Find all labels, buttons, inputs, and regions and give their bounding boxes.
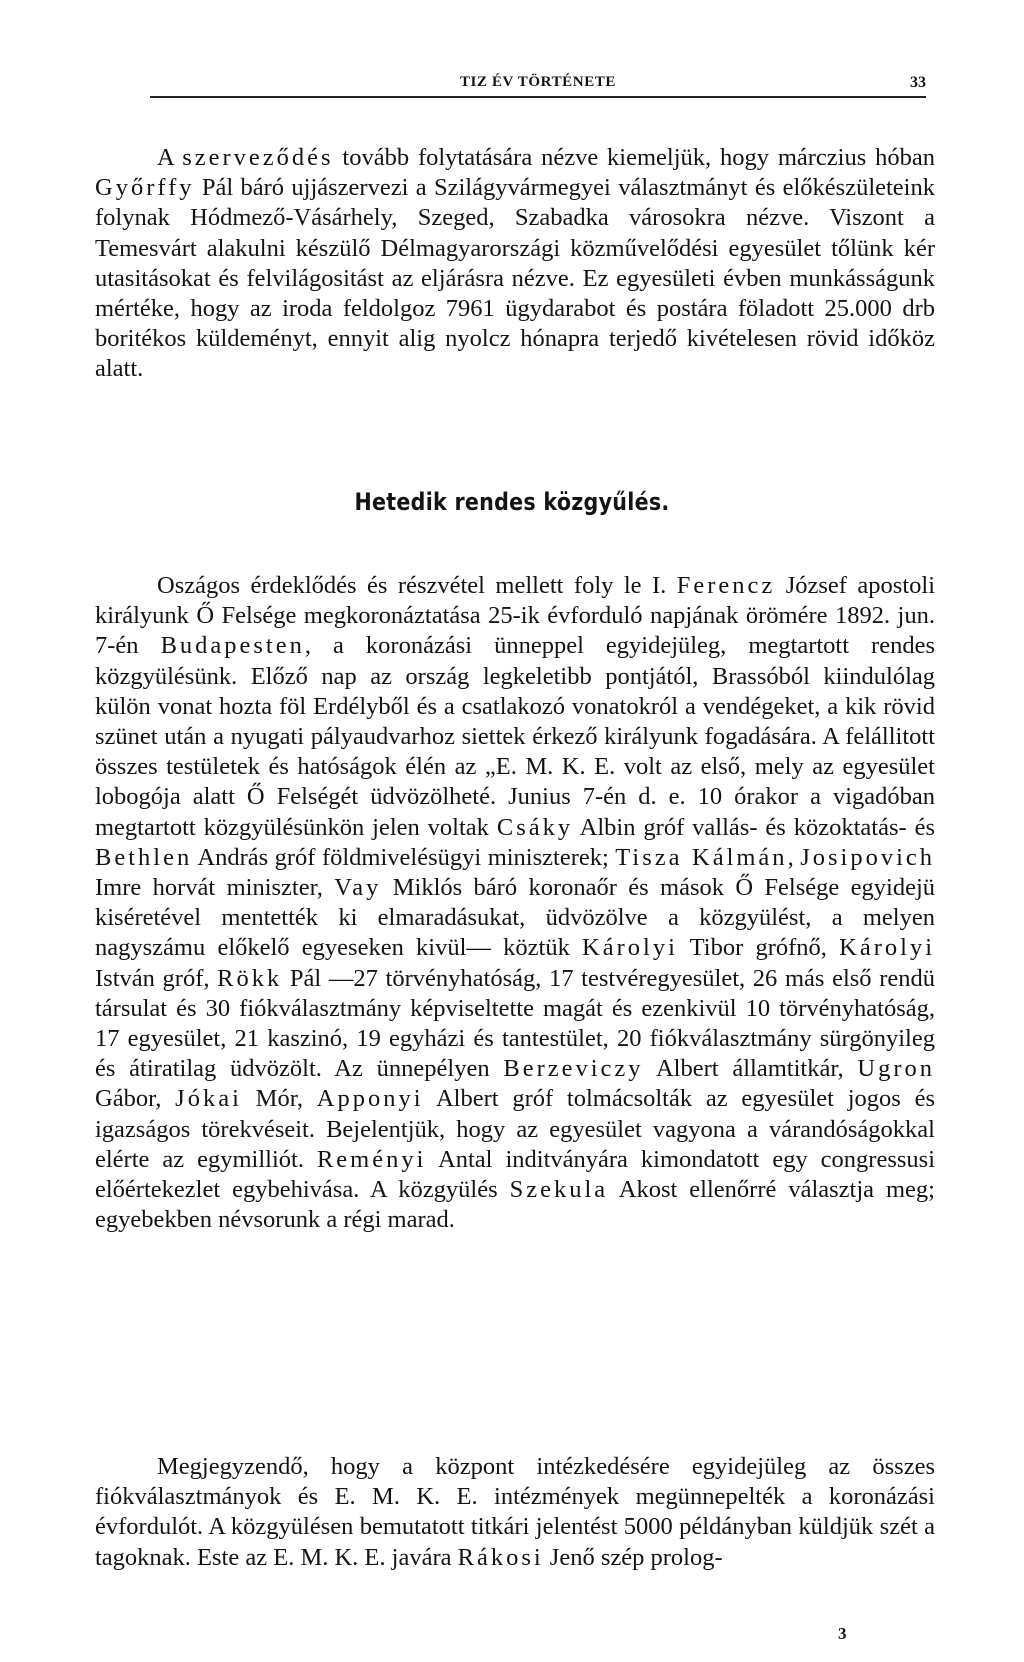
spaced-name: Rökk: [217, 964, 283, 992]
text-run: Albert államtitkár,: [643, 1055, 858, 1083]
text-run: Akost ellenőrré választja meg; egyebekben névsorunk a régi marad.: [95, 1176, 935, 1234]
spaced-name: Budapesten: [160, 632, 305, 660]
text-run: Pál —27 törvényhatóság, 17 testvéregyesület, 26 más első rendü társulat és 30 fiókválasztmány képviseltette magát és ezenkivül 10 törvényhatóság, 17 egyesület, 21 kaszinó, 19 egyházi és tantestület, 20 fiókválasztmány sürgönyileg és átiratilag üdvözölt. Az ünnepélyen: [95, 964, 935, 1083]
text-run: Imre horvát miniszter,: [95, 874, 335, 902]
text-run: István gróf,: [95, 964, 218, 992]
spaced-name: Ferencz: [676, 572, 776, 599]
text-run: Albert gróf tolmácsolták az egyesület jogos és igazságos törekvéseit. Bejelentjük, hogy az egyesület vagyona a várandóságokkal elérte az egymilliót.: [95, 1085, 935, 1173]
text-run: Gábor,: [95, 1085, 176, 1113]
spaced-name: Vay: [334, 874, 382, 902]
spaced-name: Reményi: [316, 1145, 427, 1173]
text-run: Miklós báró koronaőr és mások Ő Felsége egyidejü kiséretével mentették ki elmaradásukat, üdvözölve a közgyülést, a melyen nagyszámu előkelő egyeseken kivül— köztük: [95, 874, 935, 962]
text-run: tovább folytatására nézve kiemeljük, hogy márczius hóban: [333, 144, 936, 171]
paragraph-3-text: [95, 1452, 935, 1573]
section-heading: Hetedik rendes közgyűlés.: [354, 488, 670, 516]
spaced-name: Károlyi: [839, 934, 935, 962]
text-run: A: [157, 144, 183, 171]
spaced-name: Josipovich: [800, 843, 936, 871]
signature-mark: 3: [838, 1624, 847, 1643]
text-run: ,: [787, 843, 801, 871]
text-run: Tibor grófnő,: [677, 934, 840, 962]
text-run: Oszágos érdeklődés és részvétel mellett foly le I.: [157, 572, 677, 599]
paragraph-1: [95, 143, 935, 385]
spaced-name: Jókai: [175, 1085, 242, 1113]
text-run: Mór,: [241, 1085, 317, 1113]
text-run: , a koronázási ünneppel egyidejüleg, megtartott rendes közgyülésünk. Előző nap az ország legkeletibb pontjától, Brassóból kiindulólag külön vonat hozta föl Erdélyből és a csatlakozó vonatokról a vendégeket, a kik rövid szünet után a nyugati pályaudvarhoz siettek érkező királyunk fogadására. A felállitott összes testületek és hatóságok élén az „E. M. K. E. volt az első, mely az egyesület lobogója alatt Ő Felségét üdvözölheté. Junius 7-én d. e. 10 órakor a vigadóban megtartott közgyülésünkön jelen voltak: [95, 632, 935, 841]
paragraph-3: [95, 1452, 935, 1573]
spaced-name: Ugron: [857, 1055, 936, 1083]
text-run: József apostoli királyunk Ő Felsége megkoronáztatása 25-ik évforduló napjának örömére 1892. jun. 7-én: [95, 572, 936, 660]
text-run: Jenő szép prolog-: [543, 1543, 723, 1571]
running-title: TIZ ÉV TÖRTÉNETE: [459, 74, 617, 90]
text-run: Antal inditványára kimondatott egy congressusi előértekezlet egybehivása. A közgyülés: [95, 1145, 935, 1204]
spaced-name: Bethlen: [95, 843, 193, 871]
paragraph-2: [95, 571, 935, 1235]
text-run: Pál báró ujjászervezi a Szilágyvármegyei választmányt és előkészületeink folynak Hódmező-Vásárhely, Szeged, Szabadka városokra nézve. Viszont a Temesvárt alakulni készülő Délmagyarországi közművelődési egyesület tőlünk kér utasitásokat és felvilágositást az eljárásra nézve. Ez egyesületi évben munkásságunk mértéke, hogy az iroda feldolgoz 7961 ügydarabot és postára föladott 25.000 drb boritékos küldeményt, ennyit alig nyolcz hónapra terjedő kivételesen rövid időköz alatt.: [95, 174, 935, 383]
spaced-word: szerveződés: [182, 144, 334, 171]
page-header: [150, 74, 926, 98]
spaced-name: Csáky: [496, 813, 574, 841]
spaced-name: Tisza Kálmán: [615, 843, 788, 871]
paragraph-1-text: [95, 143, 935, 385]
spaced-name: Károlyi: [582, 934, 678, 962]
text-run: Albin gróf vallás- és közoktatás- és: [573, 813, 936, 841]
spaced-name: Berzeviczy: [503, 1055, 644, 1083]
spaced-name: Apponyi: [316, 1085, 424, 1113]
spaced-name: Rákosi: [457, 1543, 544, 1571]
paragraph-2-text: [95, 571, 935, 1235]
spaced-name: Győrffy: [95, 174, 195, 202]
spaced-name: Szekula: [509, 1176, 609, 1204]
text-run: Megjegyzendő, hogy a központ intézkedésére egyidejüleg az összes fiókválasztmányok és E. M. K. E. intézmények megünnepelték a koronázási évfordulót. A közgyülésen bemutatott titkári jelentést 5000 példányban küldjük szét a tagoknak. Este az E. M. K. E. javára: [95, 1453, 935, 1571]
text-run: András gróf földmivelésügyi miniszterek;: [192, 843, 616, 871]
page-number: 33: [910, 74, 926, 91]
